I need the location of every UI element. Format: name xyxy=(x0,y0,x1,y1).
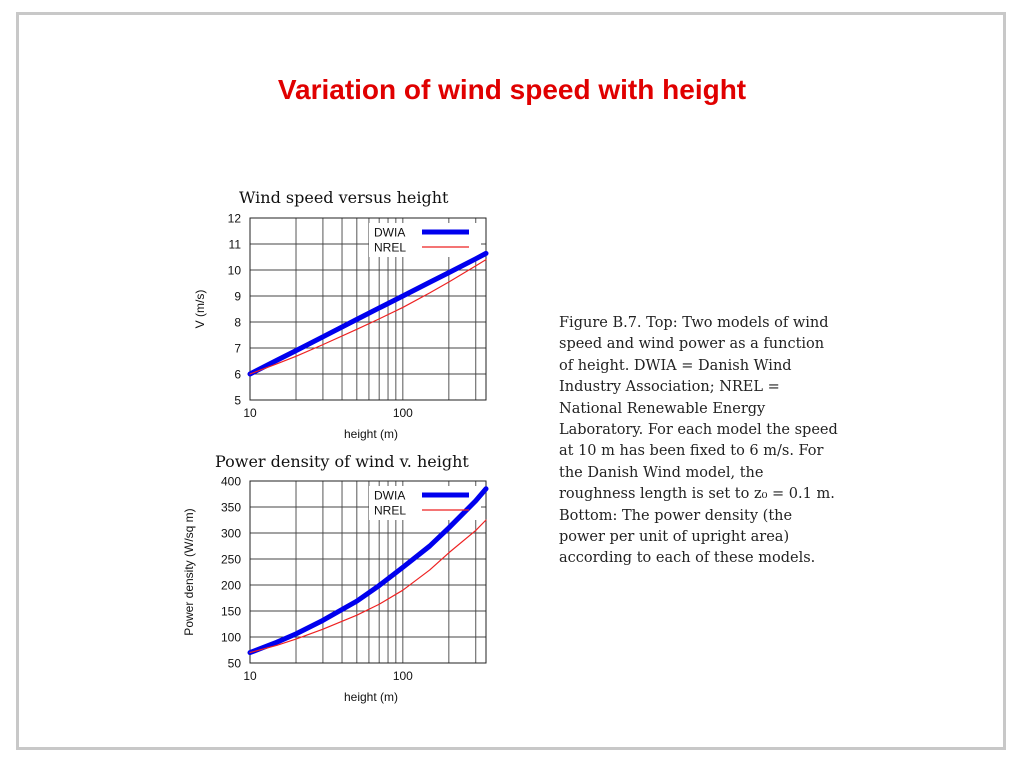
chart-title-wind-speed: Wind speed versus height xyxy=(239,188,449,207)
x-tick-label: 10 xyxy=(243,669,257,683)
caption-line: Industry Association; NREL = xyxy=(559,379,780,396)
x-tick-label: 10 xyxy=(243,406,257,420)
y-tick-label: 6 xyxy=(234,367,241,382)
caption-line: Bottom: The power density (the xyxy=(559,507,793,524)
y-tick-label: 10 xyxy=(227,263,241,278)
caption-line: power per unit of upright area) xyxy=(559,529,790,546)
y-tick-label: 300 xyxy=(220,526,241,541)
caption-line: at 10 m has been fixed to 6 m/s. For xyxy=(559,443,824,460)
caption-line: according to each of these models. xyxy=(559,550,816,567)
caption-line: National Renewable Energy xyxy=(559,400,766,417)
legend-label: NREL xyxy=(374,240,407,255)
caption-line: Laboratory. For each model the speed xyxy=(559,422,838,439)
caption-line: Figure B.7. Top: Two models of wind xyxy=(559,315,829,331)
y-tick-label: 100 xyxy=(220,630,241,645)
caption-line: the Danish Wind model, the xyxy=(559,464,764,481)
legend-label: DWIA xyxy=(374,225,406,240)
y-tick-label: 350 xyxy=(220,500,241,515)
y-tick-label: 150 xyxy=(220,604,241,619)
caption-line: roughness length is set to z₀ = 0.1 m. xyxy=(559,486,835,503)
y-tick-label: 250 xyxy=(220,552,241,567)
x-axis-label: height (m) xyxy=(343,690,399,704)
x-tick-label: 100 xyxy=(392,406,413,420)
y-tick-label: 11 xyxy=(228,237,241,252)
y-tick-label: 9 xyxy=(234,289,241,304)
series-line-nrel xyxy=(250,520,486,653)
caption-line: of height. DWIA = Danish Wind xyxy=(559,357,792,374)
legend-label: NREL xyxy=(374,503,407,518)
y-axis-label: V (m/s) xyxy=(193,289,207,329)
legend-label: DWIA xyxy=(374,488,406,503)
y-tick-label: 50 xyxy=(227,656,241,671)
y-tick-label: 12 xyxy=(227,211,241,226)
x-tick-label: 100 xyxy=(392,669,413,683)
y-tick-label: 5 xyxy=(234,393,241,408)
y-tick-label: 400 xyxy=(220,474,241,489)
y-axis-label: Power density (W/sq m) xyxy=(182,508,196,636)
slide-title: Variation of wind speed with height xyxy=(277,74,747,105)
figure-caption xyxy=(559,313,879,570)
caption-line: speed and wind power as a function xyxy=(559,336,825,353)
x-axis-label: height (m) xyxy=(343,427,399,441)
y-tick-label: 200 xyxy=(220,578,241,593)
y-tick-label: 7 xyxy=(234,341,241,356)
chart-title-power-density: Power density of wind v. height xyxy=(215,452,469,471)
y-tick-label: 8 xyxy=(234,315,241,330)
